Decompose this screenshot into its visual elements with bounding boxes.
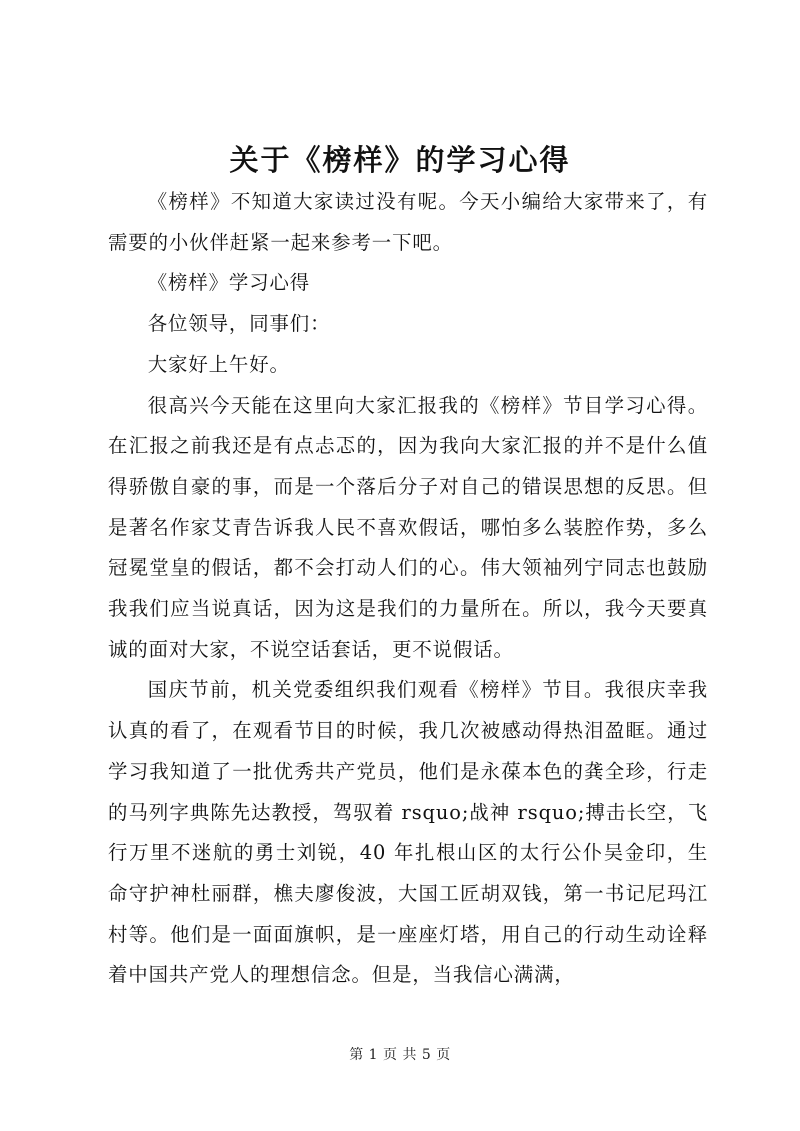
intro-paragraph: 《榜样》不知道大家读过没有呢。今天小编给大家带来了，有需要的小伙伴赶紧一起来参考一下吧。	[108, 190, 708, 254]
document-title: 关于《榜样》的学习心得	[229, 143, 571, 177]
body-paragraph: 很高兴今天能在这里向大家汇报我的《榜样》节目学习心得。在汇报之前我还是有点忐忑的，因为我向大家汇报的并不是什么值得骄傲自豪的事，而是一个落后分子对自己的错误思想的反思。但是著名作家艾青告诉我人民不喜欢假话，哪怕多么装腔作势，多么冠冕堂皇的假话，都不会打动人们的心。伟大领袖列宁同志也鼓励我我们应当说真话，因为这是我们的力量所在。所以，我今天要真诚的面对大家，不说空话套话，更不说假话。	[108, 393, 708, 661]
section-heading: 《榜样》学习心得	[147, 271, 311, 295]
greeting: 大家好上午好。	[147, 352, 290, 376]
salutation: 各位领导，同事们：	[147, 312, 331, 336]
page-footer: 第 1 页 共 5 页	[349, 1047, 451, 1063]
document-body	[108, 182, 708, 996]
body-paragraph: 国庆节前，机关党委组织我们观看《榜样》节目。我很庆幸我认真的看了，在观看节目的时候，我几次被感动得热泪盈眶。通过学习我知道了一批优秀共产党员，他们是永葆本色的龚全珍，行走的马列字典陈先达教授，驾驭着 rsquo;战神 rsquo;搏击长空，飞行万里不迷航的勇士刘锐，40 年扎根山区的太行公仆吴金印，生命守护神杜丽群，樵夫廖俊波，大国工匠胡双钱，第一书记尼玛江村等。他们是一面面旗帜，是一座座灯塔，用自己的行动生动诠释着中国共产党人的理想信念。但是，当我信心满满，	[108, 678, 708, 987]
